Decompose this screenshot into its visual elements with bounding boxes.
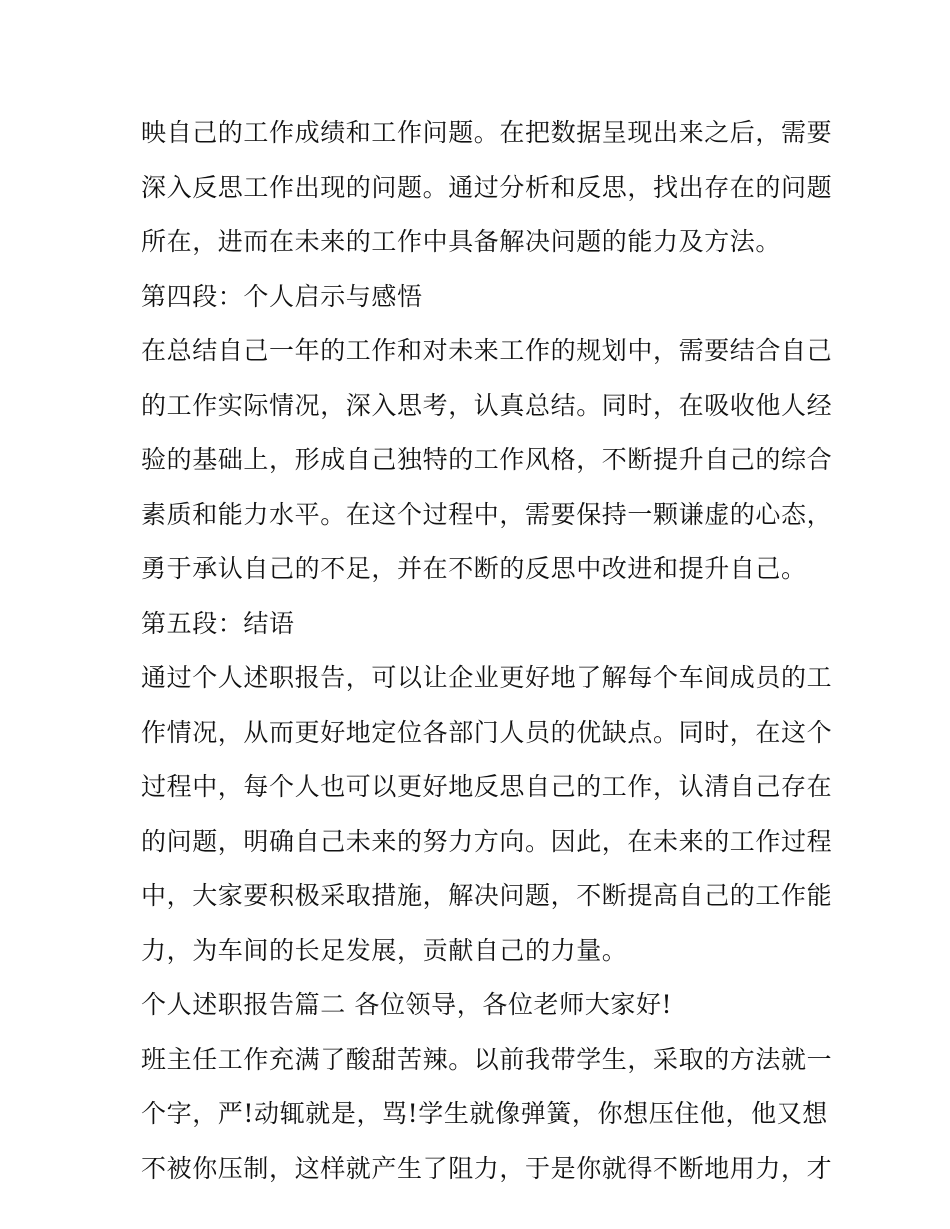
text-line: 勇于承认自己的不足，并在不断的反思中改进和提升自己。 bbox=[141, 554, 807, 583]
text-line: 个字，严!动辄就是，骂!学生就像弹簧，你想压住他，他又想 bbox=[141, 1099, 828, 1128]
text-line: 力，为车间的长足发展，贡献自己的力量。 bbox=[141, 935, 628, 965]
text-line: 的问题，明确自己未来的努力方向。因此，在未来的工作过程 bbox=[141, 826, 833, 856]
text-line: 班主任工作充满了酸甜苦辣。以前我带学生，采取的方法就一 bbox=[141, 1044, 833, 1074]
text-line: 验的基础上，形成自己独特的工作风格，不断提升自己的综合 bbox=[141, 445, 833, 474]
text-line: 在总结自己一年的工作和对未来工作的规划中，需要结合自己 bbox=[141, 336, 833, 365]
document-body bbox=[141, 106, 833, 1196]
text-line: 通过个人述职报告，可以让企业更好地了解每个车间成员的工 bbox=[141, 663, 833, 692]
text-line: 中，大家要积极采取措施，解决问题，不断提高自己的工作能 bbox=[141, 881, 833, 910]
text-line: 素质和能力水平。在这个过程中，需要保持一颗谦虚的心态， bbox=[141, 499, 833, 529]
section-heading-5: 第五段：结语 bbox=[141, 608, 295, 638]
text-line: 映自己的工作成绩和工作问题。在把数据呈现出来之后，需要 bbox=[141, 118, 833, 147]
text-line: 所在，进而在未来的工作中具备解决问题的能力及方法。 bbox=[141, 227, 782, 256]
text-line: 的工作实际情况，深入思考，认真总结。同时，在吸收他人经 bbox=[141, 390, 833, 420]
text-line: 不被你压制，这样就产生了阻力，于是你就得不断地用力，才 bbox=[141, 1153, 833, 1183]
text-line: 过程中，每个人也可以更好地反思自己的工作，认清自己存在 bbox=[141, 772, 833, 801]
text-line: 作情况，从而更好地定位各部门人员的优缺点。同时，在这个 bbox=[141, 717, 833, 747]
text-line: 深入反思工作出现的问题。通过分析和反思，找出存在的问题 bbox=[141, 172, 833, 202]
section-heading-4: 第四段：个人启示与感悟 bbox=[141, 281, 423, 311]
report-title-line: 个人述职报告篇二 各位领导，各位老师大家好! bbox=[141, 990, 673, 1019]
